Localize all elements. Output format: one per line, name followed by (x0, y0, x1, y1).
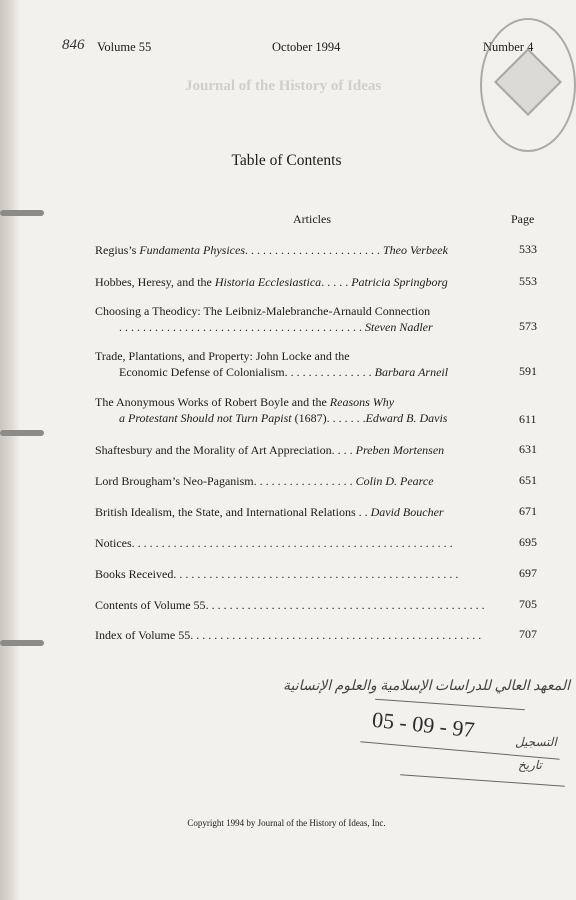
toc-entry: Shaftesbury and the Morality of Art Appreciation. . . . Preben Mortensen (95, 443, 445, 457)
binder-clip (0, 210, 44, 216)
articles-heading: Articles (293, 212, 331, 226)
entry-author: Edward B. Davis (365, 411, 448, 425)
binding-edge (0, 0, 20, 900)
entry-author: Colin D. Pearce (355, 474, 434, 488)
library-seal-stamp (480, 18, 576, 152)
entry-page: 697 (519, 566, 537, 580)
stamp-rule (400, 774, 565, 787)
entry-page: 573 (519, 319, 537, 333)
entry-author: David Boucher (370, 505, 444, 519)
toc-entry: Trade, Plantations, and Property: John Locke and the Economic Defense of Colonialism. . . . . . . . . . . . . . . Barbara Arneil (95, 349, 449, 379)
entry-page: 611 (519, 412, 537, 426)
entry-author: Barbara Arneil (374, 365, 449, 379)
copyright-notice: Copyright 1994 by Journal of the History of Ideas, Inc. (187, 818, 386, 828)
toc-entry: Index of Volume 55. . . . . . . . . . . . . . . . . . . . . . . . . . . . . . . . . . . . . . . . . . . . . . . . . (95, 628, 482, 642)
entry-page: 591 (519, 364, 537, 378)
toc-entry: Contents of Volume 55. . . . . . . . . . . . . . . . . . . . . . . . . . . . . . . . . . . . . . . . . . . . . . . (95, 598, 485, 612)
entry-page: 705 (519, 597, 537, 611)
entry-page: 671 (519, 504, 537, 518)
entry-page: 553 (519, 274, 537, 288)
toc-entry: Lord Brougham’s Neo-Paganism. . . . . . . . . . . . . . . . . Colin D. Pearce (95, 474, 434, 488)
page-title: Table of Contents (231, 152, 342, 169)
toc-entry: Books Received. . . . . . . . . . . . . . . . . . . . . . . . . . . . . . . . . . . . . . . . . . . . . . . . (95, 567, 459, 581)
entry-author: Theo Verbeek (382, 243, 448, 257)
seal-emblem-icon (494, 48, 562, 116)
entry-page: 533 (519, 242, 537, 256)
toc-entry: Hobbes, Heresy, and the Historia Ecclesiastica. . . . . Patricia Springborg (95, 275, 448, 289)
registration-date: 05 - 09 - 97 (371, 706, 476, 743)
toc-entry: Choosing a Theodicy: The Leibniz-Malebranche-Arnauld Connection . . . . . . . . . . . . . . . . . . . . . . . . . . . . . . . . . . . . . . . . . Steven Nadler (95, 304, 433, 334)
entry-author: Preben Mortensen (355, 443, 445, 457)
entry-page: 695 (519, 535, 537, 549)
issue-date: October 1994 (272, 40, 341, 54)
entry-page: 651 (519, 473, 537, 487)
date-label: تاريخ (518, 758, 542, 772)
toc-entry: Notices. . . . . . . . . . . . . . . . . . . . . . . . . . . . . . . . . . . . . . . . . . . . . . . . . . . . . . (95, 536, 453, 550)
entry-page: 707 (519, 627, 537, 641)
issue-number: Number 4 (483, 40, 534, 54)
toc-entry: British Idealism, the State, and International Relations . . David Boucher (95, 505, 444, 519)
page-heading: Page (511, 212, 535, 226)
entry-author: Patricia Springborg (351, 275, 448, 289)
show-through-journal-title: Journal of the History of Ideas (185, 78, 382, 94)
toc-entry: The Anonymous Works of Robert Boyle and the Reasons Why a Protestant Should not Turn Papist (1687). . . . . . .Edward B. Davis (95, 395, 448, 425)
binder-clip (0, 430, 44, 436)
binder-clip (0, 640, 44, 646)
volume-label: Volume 55 (97, 40, 152, 54)
entry-page: 631 (519, 442, 537, 456)
handwritten-catalog-number: 846 (62, 37, 85, 53)
toc-entry: Regius’s Fundamenta Physices. . . . . . . . . . . . . . . . . . . . . . . Theo Verbeek (95, 243, 448, 257)
entry-author: Steven Nadler (365, 320, 433, 334)
registration-label: التسجيل (515, 735, 557, 749)
library-stamp-arabic-text: المعهد العالي للدراسات الإسلامية والعلوم الإنسانية (282, 679, 570, 694)
